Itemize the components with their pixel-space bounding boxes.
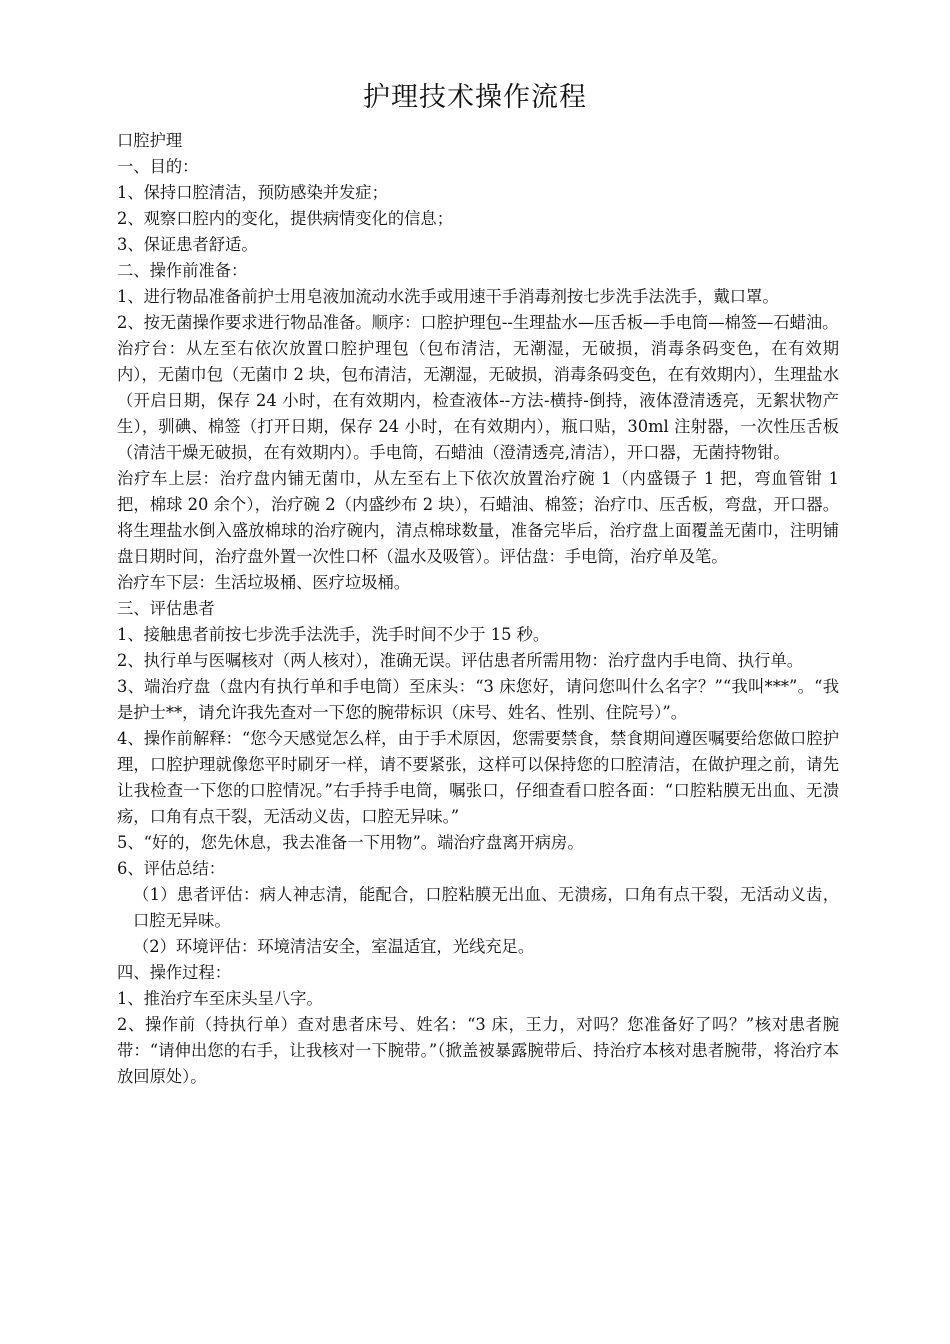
cart-upper-paragraph: 治疗车上层：治疗盘内铺无菌巾，从左至右上下依次放置治疗碗 1（内盛镊子 1 把，弯血管钳 1 把，棉球 20 余个），治疗碗 2（内盛纱布 2 块），石蜡油、棉签；治疗巾、压舌板，弯盘，开口器。将生理盐水倒入盛放棉球的治疗碗内，清点棉球数量，准备完毕后，治疗盘上面覆盖无菌巾，注明铺盘日期时间，治疗盘外置一次性口杯（温水及吸管）。评估盘：手电筒，治疗单及笔。	[117, 469, 839, 566]
assessment-summary-environment: （2）环境评估：环境清洁安全，室温适宜，光线充足。	[133, 937, 535, 956]
purpose-item-2: 2、观察口腔内的变化，提供病情变化的信息；	[117, 209, 453, 228]
treatment-table-paragraph: 治疗台：从左至右依次放置口腔护理包（包布清洁，无潮湿，无破损，消毒条码变色，在有效期内），无菌巾包（无菌巾 2 块，包布清洁，无潮湿，无破损，消毒条码变色，在有效期内），生理盐水（开启日期，保存 24 小时，在有效期内，检查液体--方法-横持-倒持，液体澄清透亮，无絮状物产生），驯碘、棉签（打开日期，保存 24 小时，在有效期内），瓶口贴，30ml 注射器，一次性压舌板（清洁干燥无破损，在有效期内）。手电筒，石蜡油（澄清透亮,清洁），开口器，无菌持物钳。	[117, 339, 839, 462]
assessment-item-2: 2、执行单与医嘱核对（两人核对），准确无误。评估患者所需用物：治疗盘内手电筒、执行单。	[117, 651, 804, 670]
preparation-item-2: 2、按无菌操作要求进行物品准备。顺序：口腔护理包--生理盐水—压舌板—手电筒—棉签—石蜡油。	[117, 313, 839, 332]
section-heading-procedure: 四、操作过程：	[117, 963, 231, 982]
section-heading-oral-care: 口腔护理	[117, 131, 183, 150]
assessment-item-4: 4、操作前解释：“您今天感觉怎么样，由于手术原因，您需要禁食，禁食期间遵医嘱要给您做口腔护理，口腔护理就像您平时刷牙一样，请不要紧张，这样可以保持您的口腔清洁，在做护理之前，请先让我检查一下您的口腔情况。”右手持手电筒，嘱张口，仔细查看口腔各面：“口腔粘膜无出血、无溃疡，口角有点干裂，无活动义齿，口腔无异味。”	[117, 729, 839, 826]
assessment-item-5: 5、“好的，您先休息，我去准备一下用物”。端治疗盘离开病房。	[117, 833, 584, 852]
purpose-item-3: 3、保证患者舒适。	[117, 235, 258, 254]
cart-lower-paragraph: 治疗车下层：生活垃圾桶、医疗垃圾桶。	[117, 573, 411, 592]
assessment-item-6: 6、评估总结：	[117, 859, 226, 878]
assessment-item-1: 1、接触患者前按七步洗手法洗手，洗手时间不少于 15 秒。	[117, 625, 550, 644]
assessment-item-3: 3、端治疗盘（盘内有执行单和手电筒）至床头：“3 床您好，请问您叫什么名字？”“我叫***”。“我是护士**，请允许我先查对一下您的腕带标识（床号、姓名、性别、住院号）”。	[117, 677, 839, 722]
section-heading-purpose: 一、目的：	[117, 157, 199, 176]
procedure-item-1: 1、推治疗车至床头呈八字。	[117, 989, 323, 1008]
document-title: 护理技术操作流程	[363, 82, 587, 113]
section-heading-preparation: 二、操作前准备：	[117, 261, 248, 280]
document-body	[117, 128, 839, 1090]
section-heading-assessment: 三、评估患者	[117, 599, 215, 618]
procedure-item-2: 2、操作前（持执行单）查对患者床号、姓名：“3 床，王力，对吗？您准备好了吗？”核对患者腕带：“请伸出您的右手，让我核对一下腕带。”（掀盖被暴露腕带后、持治疗本核对患者腕带，将治疗本放回原处）。	[117, 1015, 839, 1086]
assessment-summary-patient: （1）患者评估：病人神志清，能配合，口腔粘膜无出血、无溃疡，口角有点干裂，无活动义齿，口腔无异味。	[133, 885, 839, 930]
preparation-item-1: 1、进行物品准备前护士用皂液加流动水洗手或用速干手消毒剂按七步洗手法洗手，戴口罩。	[117, 287, 779, 306]
purpose-item-1: 1、保持口腔清洁，预防感染并发症；	[117, 183, 388, 202]
